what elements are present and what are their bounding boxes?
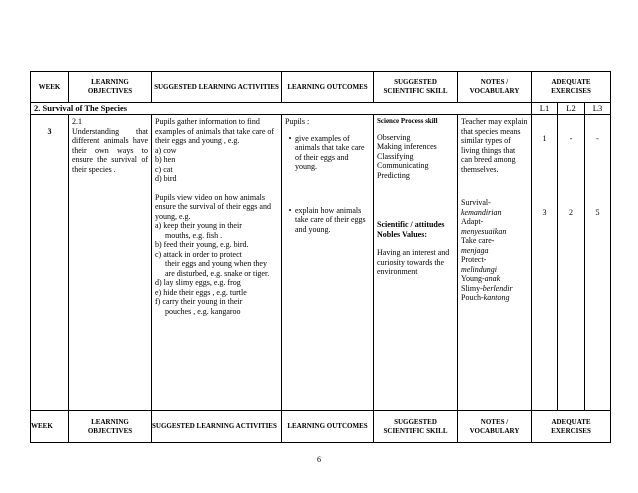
content-row bbox=[31, 115, 611, 411]
process-skill: Communicating bbox=[377, 161, 429, 170]
activity-b-item: b) feed their young, e.g. bird. bbox=[155, 240, 249, 249]
process-skill: Predicting bbox=[377, 170, 410, 180]
activity-b-item: c) attack in order to protect bbox=[155, 249, 242, 259]
outcome-item bbox=[285, 134, 370, 172]
learning-outcomes bbox=[282, 115, 374, 411]
notes-vocabulary bbox=[458, 115, 532, 411]
footer-outcomes: LEARNING OUTCOMES bbox=[282, 411, 374, 443]
footer-exercises: ADEQUATE EXERCISES bbox=[532, 411, 611, 443]
level-value: 2 bbox=[569, 207, 573, 217]
footer-row bbox=[31, 411, 611, 443]
vocab-entry: Survival-kemandirian bbox=[461, 198, 502, 217]
header-week: WEEK bbox=[31, 72, 69, 103]
level-value: 1 bbox=[542, 134, 547, 143]
footer-skill: SUGGESTED SCIENTIFIC SKILL bbox=[374, 411, 458, 443]
vocabulary-list bbox=[461, 198, 528, 303]
values-text: Having an interest and curiosity towards the environment bbox=[377, 248, 450, 276]
header-outcomes: LEARNING OUTCOMES bbox=[282, 72, 374, 103]
outcome-text: give examples of animals that take care of their eggs and young. bbox=[295, 133, 365, 171]
activity-b-item: e) hide their eggs , e.g. turtle bbox=[155, 287, 247, 297]
level-1-values bbox=[532, 115, 558, 411]
outcomes-intro: Pupils : bbox=[285, 117, 310, 126]
level-3-values bbox=[585, 115, 611, 411]
page-number: 6 bbox=[317, 455, 321, 464]
footer-week: WEEK bbox=[31, 411, 69, 443]
level-2-values bbox=[558, 115, 585, 411]
header-objectives: LEARNING OBJECTIVES bbox=[69, 72, 152, 103]
header-skill: SUGGESTED SCIENTIFIC SKILL bbox=[374, 72, 458, 103]
scheme-of-work-table bbox=[30, 71, 611, 443]
activity-a-item: c) cat bbox=[155, 164, 173, 174]
process-skill: Classifying bbox=[377, 151, 414, 161]
header-activities: SUGGESTED LEARNING ACTIVITIES bbox=[152, 72, 282, 103]
level-2-header: L2 bbox=[558, 103, 585, 115]
outcome-text: explain how animals take care of their eggs and young. bbox=[295, 205, 366, 234]
process-skill: Making inferences bbox=[377, 142, 437, 151]
scientific-skill bbox=[374, 115, 458, 411]
section-title: 2. Survival of The Species bbox=[31, 103, 532, 115]
vocab-entry: Take care- menjaga bbox=[461, 236, 495, 255]
activity-b-item-cont: their eggs and young when they are disturbed, e.g. snake or tiger. bbox=[165, 259, 270, 278]
header-row bbox=[31, 72, 611, 103]
vocab-entry: Young-anak bbox=[461, 274, 501, 283]
level-value: 3 bbox=[542, 207, 547, 217]
footer-notes: NOTES / VOCABULARY bbox=[458, 411, 532, 443]
activity-a-item: a) cow bbox=[155, 145, 177, 155]
level-3-header: L3 bbox=[585, 103, 611, 115]
activity-b-item-cont: pouches , e.g. kangaroo bbox=[165, 306, 241, 316]
process-skill: Observing bbox=[377, 132, 411, 142]
header-notes: NOTES / VOCABULARY bbox=[458, 72, 532, 103]
bullet-icon: • bbox=[288, 133, 292, 143]
level-1-header: L1 bbox=[532, 103, 558, 115]
vocab-entry: Protect- melindungi bbox=[461, 255, 497, 274]
level-value: 5 bbox=[595, 207, 600, 217]
activity-b-item: d) lay slimy eggs, e.g. frog bbox=[155, 278, 241, 287]
objective-number: 2.1 bbox=[72, 117, 82, 126]
activity-a-item: d) bird bbox=[155, 174, 177, 183]
header-exercises: ADEQUATE EXERCISES bbox=[532, 72, 611, 103]
activity-a-item: b) hen bbox=[155, 155, 176, 164]
week-number: 3 bbox=[31, 115, 69, 411]
vocab-entry: Slimy-berlendir bbox=[461, 283, 513, 293]
level-value: - bbox=[596, 134, 599, 143]
section-row bbox=[31, 103, 611, 115]
values-title: Scientific / attitudes Nobles Values: bbox=[377, 220, 445, 239]
activity-b-item-cont: mouths, e.g. fish . bbox=[165, 230, 223, 240]
learning-objective bbox=[69, 115, 152, 411]
process-skill-title: Science Process skill bbox=[377, 117, 438, 125]
activity-a-intro: Pupils gather information to find examples of animals that take care of their eggs and young , e.g. bbox=[155, 117, 275, 145]
notes-text: Teacher may explain that species means similar types of living things that can breed among themselves. bbox=[461, 117, 528, 174]
footer-objectives: LEARNING OBJECTIVES bbox=[69, 411, 152, 443]
activity-b-item: f) carry their young in their bbox=[155, 297, 243, 306]
learning-activities bbox=[152, 115, 282, 411]
vocab-entry: Adapt- menyesuaikan bbox=[461, 217, 507, 236]
activity-b-intro: Pupils view video on how animals ensure the survival of their eggs and young, e.g. bbox=[155, 192, 271, 221]
footer-activities: SUGGESTED LEARNING ACTIVITIES bbox=[152, 411, 282, 443]
bullet-icon: • bbox=[288, 205, 292, 215]
level-value: - bbox=[569, 134, 573, 143]
objective-text: Understanding that different animals have their own ways to ensure the survival of their species . bbox=[72, 126, 148, 174]
outcome-item bbox=[285, 206, 370, 235]
activity-b-item: a) keep their young in their bbox=[155, 221, 242, 230]
vocab-entry: Pouch-kantong bbox=[461, 293, 510, 302]
